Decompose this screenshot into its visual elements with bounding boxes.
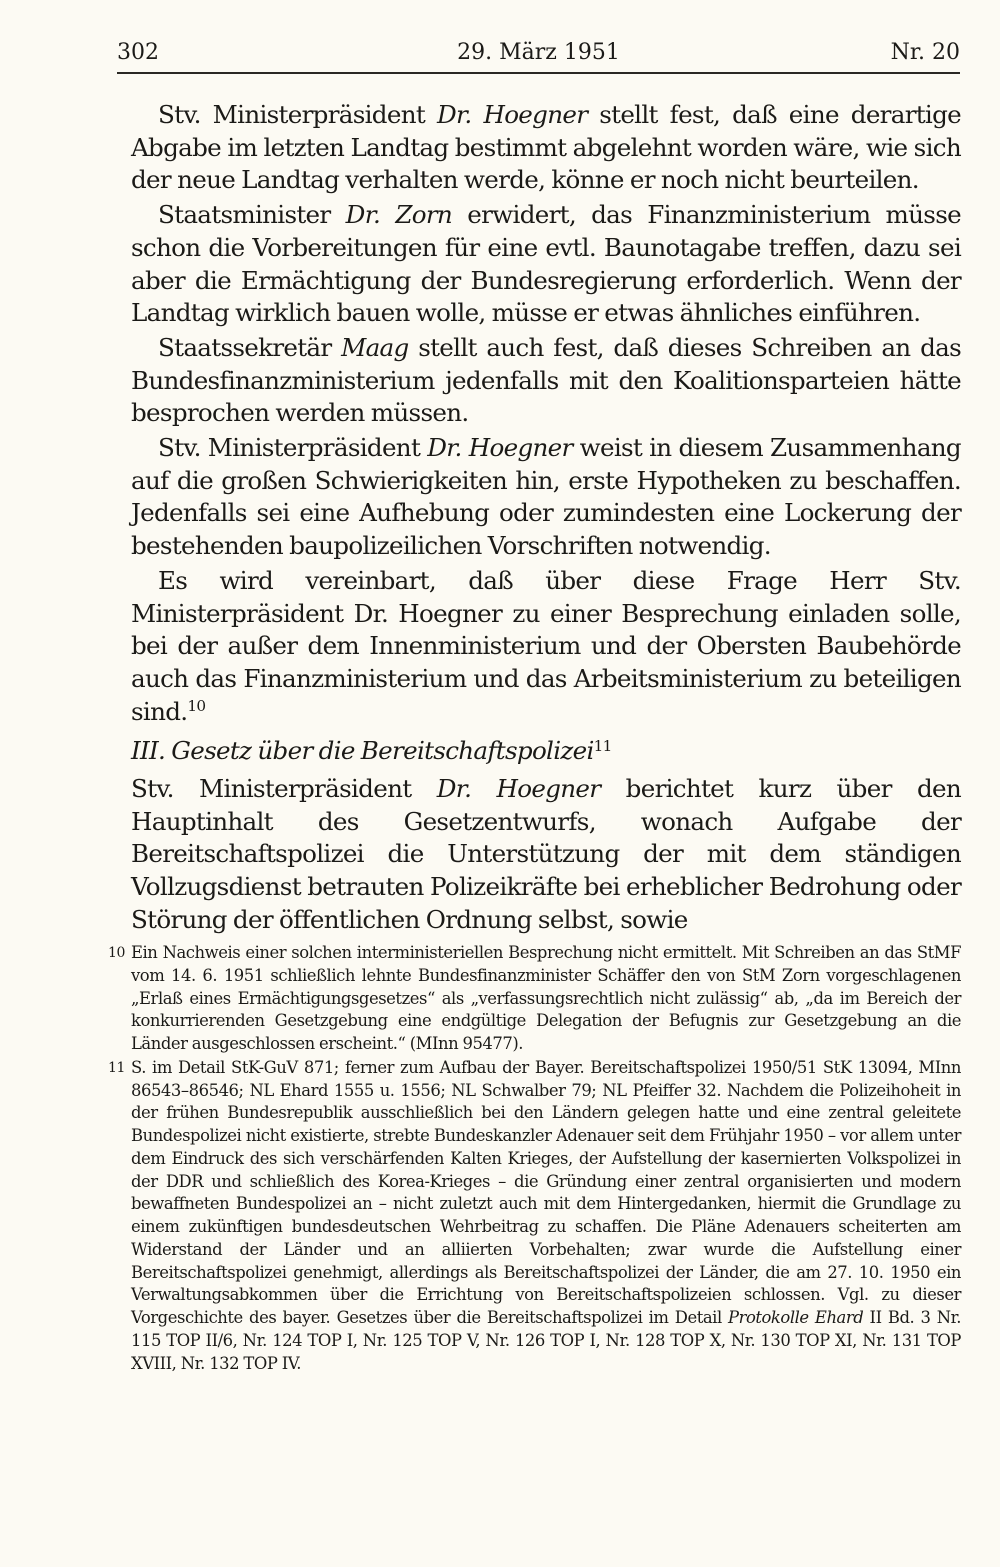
speaker-name: Maag xyxy=(341,332,409,362)
paragraph-text: stellt fest, daß eine derartige Abgabe im letzten Landtag bestimmt abgelehnt worden wäre, wie sich der neue Landtag verhalten werde, könne er noch nicht beurteilen. xyxy=(131,100,961,195)
speaker-name: Dr. Hoegner xyxy=(437,100,588,129)
section-heading-text: III. Gesetz über die Bereitschaftspolizei xyxy=(131,736,594,766)
paragraph-text: stellt auch fest, daß dieses Schreiben an das Bundesfinanzministerium jedenfalls mit den Koalitionsparteien hätte besprochen werden müssen. xyxy=(131,332,961,428)
paragraph-text: Stv. Ministerpräsident xyxy=(158,100,437,129)
footnote-10 xyxy=(108,942,961,1056)
issue-number: Nr. 20 xyxy=(890,40,960,65)
footnote-number: 10 xyxy=(108,945,125,961)
footnote-11 xyxy=(108,1057,961,1376)
header-rule xyxy=(117,72,960,74)
footnote-ref[interactable]: 10 xyxy=(187,697,206,716)
paragraph-text: berichtet kurz über den Hauptinhalt des Gesetzentwurfs, wonach Aufgabe der Bereitschaftspolizei die Unterstützung der mit dem ständigen Vollzugsdienst betrauten Polizeikräfte bei erheblicher Bedrohung oder Störung der öffentlichen Ordnung selbst, sowie xyxy=(131,774,961,934)
paragraph xyxy=(131,565,961,732)
speaker-name: Dr. Hoegner xyxy=(436,774,601,804)
paragraph-text: Staatssekretär xyxy=(158,332,342,362)
paragraph xyxy=(131,432,961,563)
paragraph-text: erwidert, das Finanzministerium müsse schon die Vorbereitungen für eine evtl. Baunotagabe treffen, dazu sei aber die Ermächtigung der Bundesregierung erforderlich. Wenn der Landtag wirklich bauen wolle, müsse er etwas ähnliches einführen. xyxy=(131,200,961,328)
footnote-text: Ein Nachweis einer solchen interministeriellen Besprechung nicht ermittelt. Mit Schreiben an das StMF vom 14. 6. 1951 schließlich lehnte Bundesfinanzminister Schäffer den von StM Zorn vorgeschlagenen „Erlaß eines Ermächtigungsgesetzes“ als „verfassungsrechtlich nicht zulässig“ ab, „da im Bereich der konkurrierenden Gesetzgebung eine endgültige Delegation der Befugnis zur Gesetzgebung an die Länder ausgeschlossen erscheint.“ (MInn 95477). xyxy=(131,943,961,1053)
footnotes xyxy=(108,942,961,1376)
paragraph xyxy=(131,99,961,197)
header-date: 29. März 1951 xyxy=(457,40,620,65)
footnote-number: 11 xyxy=(108,1059,125,1076)
paragraph-text: Stv. Ministerpräsident xyxy=(131,774,437,804)
footnote-ref[interactable]: 11 xyxy=(593,736,612,755)
paragraph xyxy=(131,773,961,937)
paragraph xyxy=(131,332,961,430)
paragraph-text: Es wird vereinbart, daß über diese Frage Herr Stv. Ministerpräsident Dr. Hoegner zu einer Besprechung einladen solle, bei der außer dem Innenministerium und der Obersten Baubehörde auch das Finanzministerium und das Arbeitsministerium zu beteiligen sind. xyxy=(131,565,961,726)
paragraph-text: weist in diesem Zusammenhang auf die großen Schwierigkeiten hin, erste Hypotheken zu beschaffen. Jedenfalls sei eine Aufhebung oder zumindesten eine Lockerung der bestehenden baupolizeilichen Vorschriften notwendig. xyxy=(131,433,961,561)
footnote-text: II Bd. 3 Nr. 115 TOP II/6, Nr. 124 TOP I, Nr. 125 TOP V, Nr. 126 TOP I, Nr. 128 TOP X, Nr. 130 TOP XI, Nr. 131 TOP XVIII, Nr. 132 TOP IV. xyxy=(131,1308,961,1373)
footnote-text: S. im Detail StK-GuV 871; ferner zum Aufbau der Bayer. Bereitschaftspolizei 1950/51 StK 13094, MInn 86543–86546; NL Ehard 1555 u. 1556; NL Schwalber 79; NL Pfeiffer 32. Nachdem die Polizeihoheit in der frühen Bundesrepublik ausschließlich bei den Ländern gelegen hatte und eine zentral geleitete Bundespolizei nicht existierte, strebte Bundeskanzler Adenauer seit dem Frühjahr 1950 – vor allem unter dem Eindruck des sich verschärfenden Kalten Krieges, der Aufstellung der kasernierten Volkspolizei in der DDR und schließlich des Korea-Krieges – die Gründung einer zentral organisierten und modern bewaffneten Bundespolizei an – nicht zuletzt auch mit dem Hintergedanken, hiermit die Grundlage zu einem zukünftigen bundesdeutschen Wehrbeitrag zu schaffen. Die Pläne Adenauers scheiterten am Widerstand der Länder und an alliierten Vorbehalten; zwar wurde die Aufstellung einer Bereitschaftspolizei genehmigt, allerdings als Bereitschaftspolizei der Länder, die am 27. 10. 1950 ein Verwaltungsabkommen über die Errichtung von Bereitschaftspolizeien schlossen. Vgl. zu dieser Vorgeschichte des bayer. Gesetzes über die Bereitschaftspolizei im Detail xyxy=(131,1057,961,1327)
paragraph xyxy=(131,199,961,330)
paragraph-text: Stv. Ministerpräsident xyxy=(158,433,428,463)
paragraph-text: Staatsminister xyxy=(158,200,346,230)
page-number: 302 xyxy=(117,40,159,65)
speaker-name: Dr. Zorn xyxy=(345,200,453,230)
running-header xyxy=(117,36,960,72)
footnote-citation-title: Protokolle Ehard xyxy=(728,1308,864,1327)
speaker-name: Dr. Hoegner xyxy=(427,433,573,463)
main-text xyxy=(131,99,961,937)
section-heading xyxy=(131,735,961,771)
